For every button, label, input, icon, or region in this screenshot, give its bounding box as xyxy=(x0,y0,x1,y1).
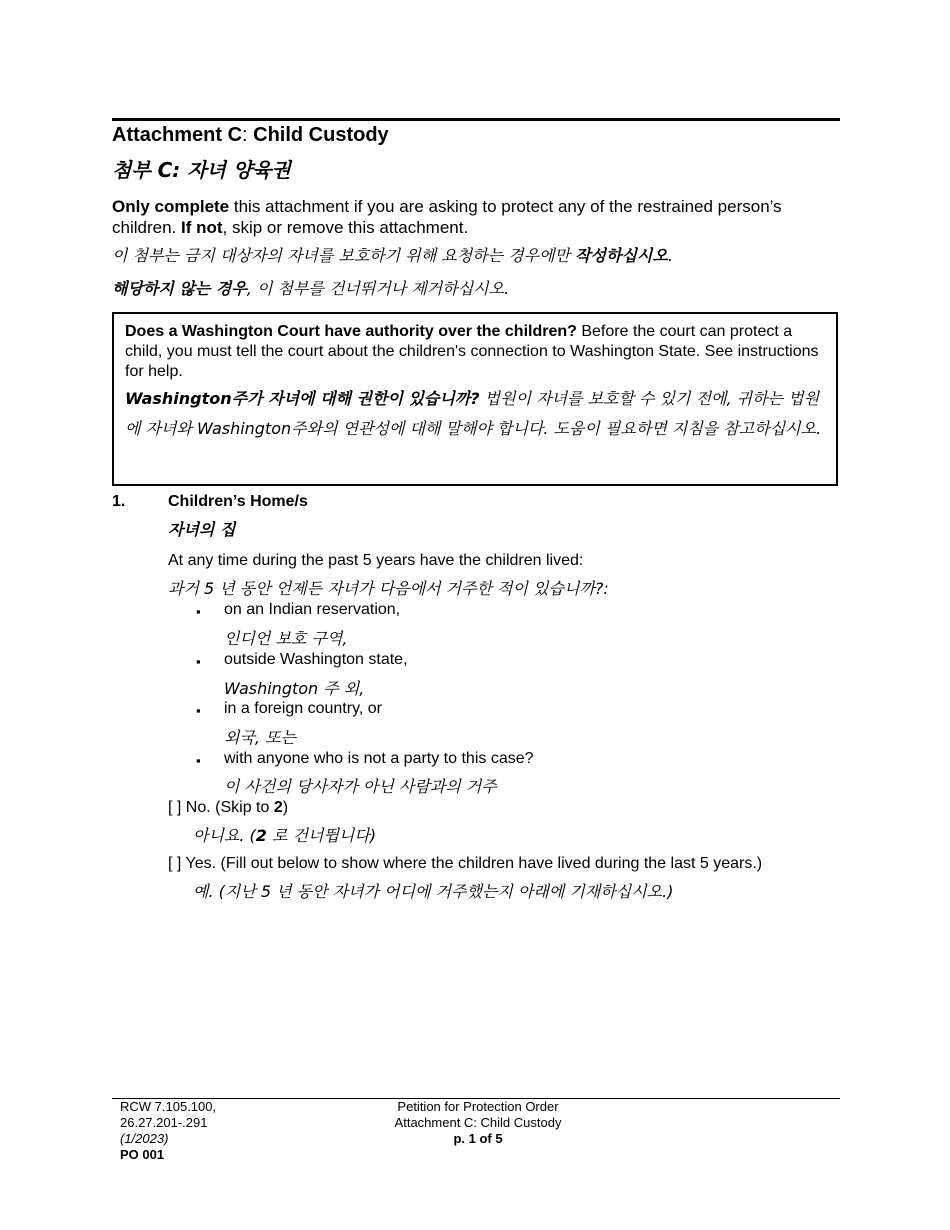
list-item-korean: 인디언 보호 구역, xyxy=(224,629,348,648)
page-number: p. 1 of 5 xyxy=(453,1131,503,1146)
list-item-korean: Washington 주 외, xyxy=(224,679,365,698)
list-item-korean: 이 사건의 당사자가 아닌 사람과의 거주 xyxy=(224,777,497,796)
section-number: 1. xyxy=(112,493,126,510)
bullet-icon: ▪ xyxy=(196,703,201,718)
intro-korean-line1: 이 첨부는 금지 대상자의 자녀를 보호하기 위해 요청하는 경우에만 작성하십시오. xyxy=(112,246,673,265)
authority-notice-korean: Washington주가 자녀에 대해 권한이 있습니까? 법원이 자녀를 보호할 수 있기 전에, 귀하는 법원에 자녀와 Washington주와의 연관성에 대해 말해야 합니다. 도움이 필요하면 지침을 참고하십시오. xyxy=(125,389,822,438)
yes-option-korean: 예. (지난 5 년 동안 자녀가 어디에 거주했는지 아래에 기재하십시오.) xyxy=(193,882,674,901)
page-title: Attachment C: Child Custody xyxy=(112,124,389,146)
no-option-korean: 아니요. (2 로 건너뜁니다) xyxy=(193,826,377,845)
page-title-korean: 첨부 C: 자녀 양육권 xyxy=(112,158,291,182)
form-id: PO 001 xyxy=(120,1147,165,1162)
yes-checkbox[interactable]: [ ] xyxy=(168,855,182,872)
footer-citation: RCW 7.105.100, 26.27.201-.291 (1/2023) PO 001 xyxy=(120,1099,217,1162)
bullet-icon: ▪ xyxy=(196,753,201,768)
footer-form-title: Petition for Protection Order Attachment C: Child Custody p. 1 of 5 xyxy=(358,1099,598,1147)
bullet-icon: ▪ xyxy=(196,604,201,619)
list-item: with anyone who is not a party to this case? xyxy=(224,750,534,767)
list-item-korean: 외국, 또는 xyxy=(224,728,296,747)
section-title: Children’s Home/s xyxy=(168,493,308,510)
list-item: outside Washington state, xyxy=(224,651,408,668)
authority-notice-box xyxy=(112,312,838,486)
top-rule xyxy=(112,118,840,121)
no-checkbox[interactable]: [ ] xyxy=(168,799,182,816)
question-english: At any time during the past 5 years have the children lived: xyxy=(168,552,584,569)
list-item: on an Indian reservation, xyxy=(224,601,401,618)
yes-option[interactable]: [ ] Yes. (Fill out below to show where the children have lived during the last 5 years.) xyxy=(168,855,763,872)
authority-notice-english: Does a Washington Court have authority over the children? Before the court can protect a child, you must tell the court about the children's connection to Washington State. See instructions for help. xyxy=(125,323,819,380)
section-title-korean: 자녀의 집 xyxy=(168,520,236,539)
intro-korean-line2: 해당하지 않는 경우, 이 첨부를 건너뛰거나 제거하십시오. xyxy=(112,279,510,298)
no-option[interactable]: [ ] No. (Skip to 2) xyxy=(168,799,289,816)
question-korean: 과거 5 년 동안 언제든 자녀가 다음에서 거주한 적이 있습니까?: xyxy=(168,579,609,598)
bullet-icon: ▪ xyxy=(196,654,201,669)
intro-english: Only complete this attachment if you are asking to protect any of the restrained person’s children. If not, skip or remove this attachment. xyxy=(112,197,782,237)
list-item: in a foreign country, or xyxy=(224,700,383,717)
